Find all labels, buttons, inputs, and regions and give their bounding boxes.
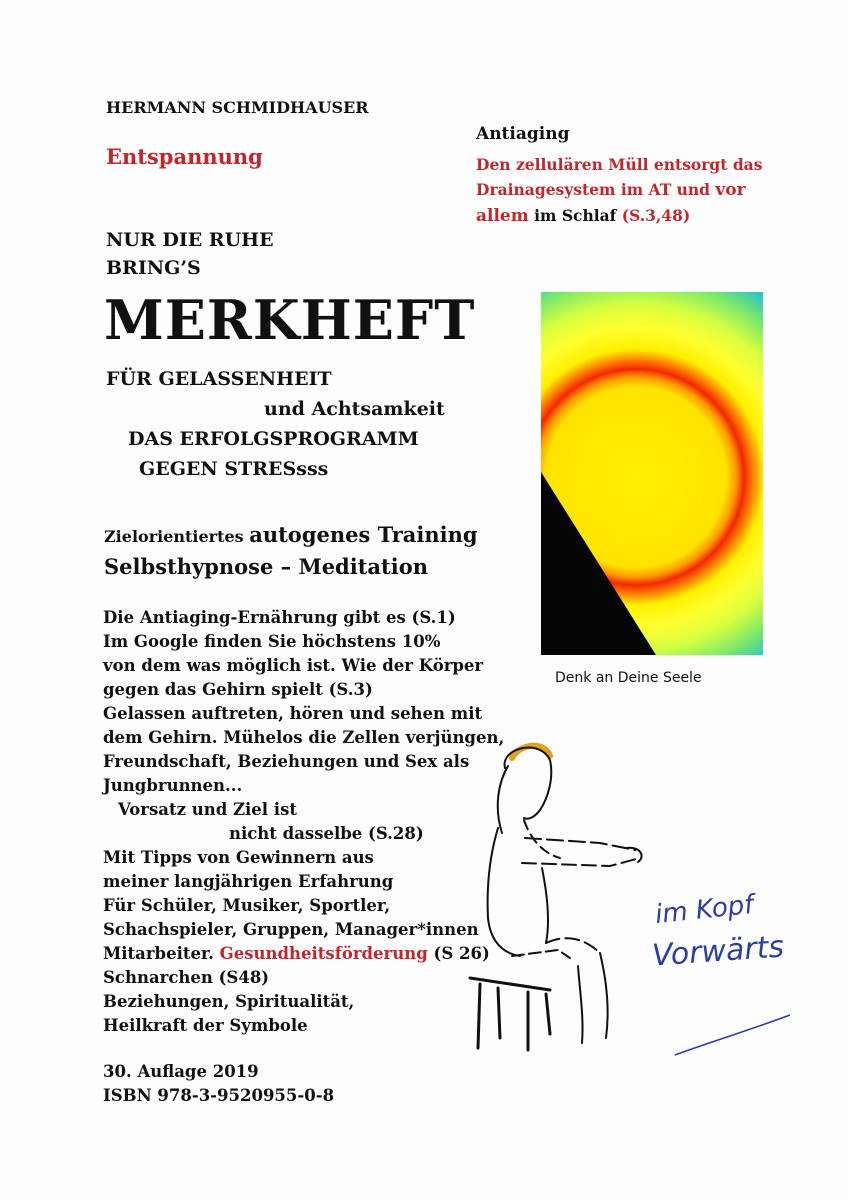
handwritten-note-line-1: im Kopf [653,889,755,931]
subtitle-line-4: GEGEN STRESsss [139,458,329,480]
body-line: von dem was möglich ist. Wie der Körper [103,656,484,675]
body-line: Jungbrunnen... [103,776,243,795]
subtitle-line-3: DAS ERFOLGSPROGRAMM [128,428,419,450]
antiaging-line-3b: im Schlaf [528,206,622,225]
body-line: Mit Tipps von Gewinnern aus [103,848,374,867]
edition-line: 30. Auflage 2019 [103,1062,259,1081]
body-line: Freundschaft, Beziehungen und Sex als [103,752,470,771]
body-line: Gelassen auftreten, hören und sehen mit [103,704,483,723]
antiaging-line-2b: vor [715,180,746,200]
subtitle-line-2: und Achtsamkeit [264,398,445,420]
antiaging-line-1: Den zellulären Müll entsorgt das [476,155,763,174]
body-text [103,606,504,1038]
body-line: Heilkraft der Symbole [103,1016,308,1035]
ruhe-line-2: BRING’S [106,257,201,279]
health-promotion-link: Gesundheitsförderung [219,944,428,963]
isbn-line: ISBN 978-3-9520955-0-8 [103,1086,335,1105]
entspannung-heading: Entspannung [106,144,263,169]
antiaging-line-3 [476,203,762,229]
ruhe-heading [106,226,274,282]
body-line: Die Antiaging-Ernährung gibt es (S.1) [103,608,456,627]
method-big: autogenes Training [249,522,478,547]
body-line-15c: (S 26) [427,944,490,963]
antiaging-line-3a: allem [476,206,529,226]
author-name: HERMANN SCHMIDHAUSER [106,98,369,117]
seated-woman-sketch [450,738,650,1058]
body-line: Schachspieler, Gruppen, Manager*innen [103,920,479,939]
method-line-1 [104,520,478,552]
subtitle-line-1: FÜR GELASSENHEIT [106,368,332,390]
antiaging-line-2 [476,177,762,203]
main-title: MERKHEFT [104,288,476,352]
method-small: Zielorientiertes [104,527,250,546]
body-line: Vorsatz und Ziel ist [118,800,297,819]
body-line: gegen das Gehirn spielt (S.3) [103,680,373,699]
black-triangle-shape [541,292,763,655]
antiaging-text [476,152,762,229]
body-line: dem Gehirn. Mühelos die Zellen verjüngen, [103,728,505,747]
cover-artwork [541,292,763,655]
body-line [103,942,504,966]
artwork-caption: Denk an Deine Seele [555,670,702,686]
body-line: Für Schüler, Musiker, Sportler, [103,896,391,915]
antiaging-heading: Antiaging [476,124,570,144]
method-heading [104,520,478,582]
body-line: Beziehungen, Spiritualität, [103,992,355,1011]
body-line: Im Google finden Sie höchstens 10% [103,632,441,651]
edition-info [103,1060,334,1108]
ruhe-line-1: NUR DIE RUHE [106,229,274,251]
method-line-2: Selbsthypnose – Meditation [104,554,428,579]
body-line: meiner langjährigen Erfahrung [103,872,394,891]
body-line-15a: Mitarbeiter. [103,944,220,963]
body-line: nicht dasselbe (S.28) [229,824,424,843]
handwritten-note-line-2: Vorwärts [650,929,786,974]
antiaging-line-2a: Drainagesystem im AT und [476,180,716,199]
antiaging-line-3c: (S.3,48) [621,206,691,225]
body-line: Schnarchen (S48) [103,968,270,987]
